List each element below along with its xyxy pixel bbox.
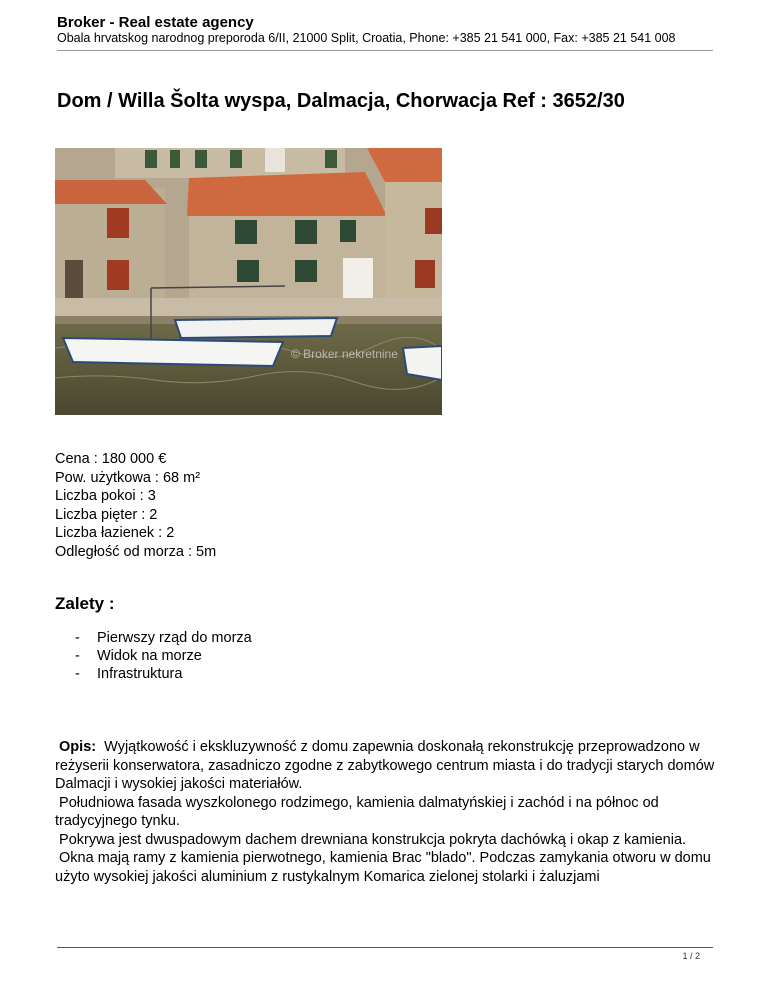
- advantages-list: [75, 629, 252, 683]
- footer-divider: [57, 947, 713, 948]
- spec-bathrooms: Liczba łazienek : 2: [55, 525, 175, 541]
- description-paragraph: Wyjątkowość i ekskluzywność z domu zapewnia doskonałą rekonstrukcję przeprowadzono w reżyserii konserwatora, zasadniczo zgodne z zabytkowego centrum miasta i do tradycji starych domów Dalmacji i wysokiej jakości materiałów.: [55, 739, 715, 792]
- header-divider: [57, 50, 713, 51]
- list-item: - Widok na morze: [75, 648, 202, 664]
- list-item: - Pierwszy rząd do morza: [75, 630, 252, 646]
- description-paragraph: Pokrywa jest dwuspadowym dachem drewniana konstrukcja pokryta dachówką i okap z kamienia.: [59, 831, 687, 848]
- description-paragraph: Południowa fasada wyszkolonego rodzimego, kamienia dalmatyńskiej i zachód i na północ od tradycyjnego tynku.: [55, 794, 659, 829]
- page-title: Dom / Willa Šolta wyspa, Dalmacja, Chorwacja Ref : 3652/30: [57, 90, 625, 112]
- company-name: Broker - Real estate agency: [57, 14, 254, 31]
- spec-floors: Liczba pięter : 2: [55, 506, 158, 523]
- page-number: 1 / 2: [682, 951, 700, 961]
- photo-watermark: © Broker nekretnine: [291, 347, 398, 361]
- company-address: Obala hrvatskog narodnog preporoda 6/II, 21000 Split, Croatia, Phone: +385 21 541 000, Fax: +385 21 541 008: [57, 31, 676, 45]
- description: [55, 738, 715, 886]
- property-photo: [55, 148, 442, 415]
- spec-rooms: Liczba pokoi : 3: [55, 488, 156, 504]
- description-paragraph: Okna mają ramy z kamienia pierwotnego, kamienia Brac "blado". Podczas zamykania otworu w domu użyto wysokiej jakości aluminium z rustykalnym Komarica zielonej stolarki i żaluzjami: [55, 850, 711, 885]
- advantages-heading: Zalety :: [55, 594, 115, 613]
- page-header: [57, 14, 712, 46]
- spec-price: Cena : 180 000 €: [55, 451, 167, 467]
- description-label: Opis:: [59, 739, 97, 755]
- spec-sea-distance: Odległość od morza : 5m: [55, 543, 217, 560]
- spec-area: Pow. użytkowa : 68 m²: [55, 469, 201, 486]
- property-specs: [55, 450, 216, 561]
- list-item: - Infrastruktura: [75, 666, 183, 682]
